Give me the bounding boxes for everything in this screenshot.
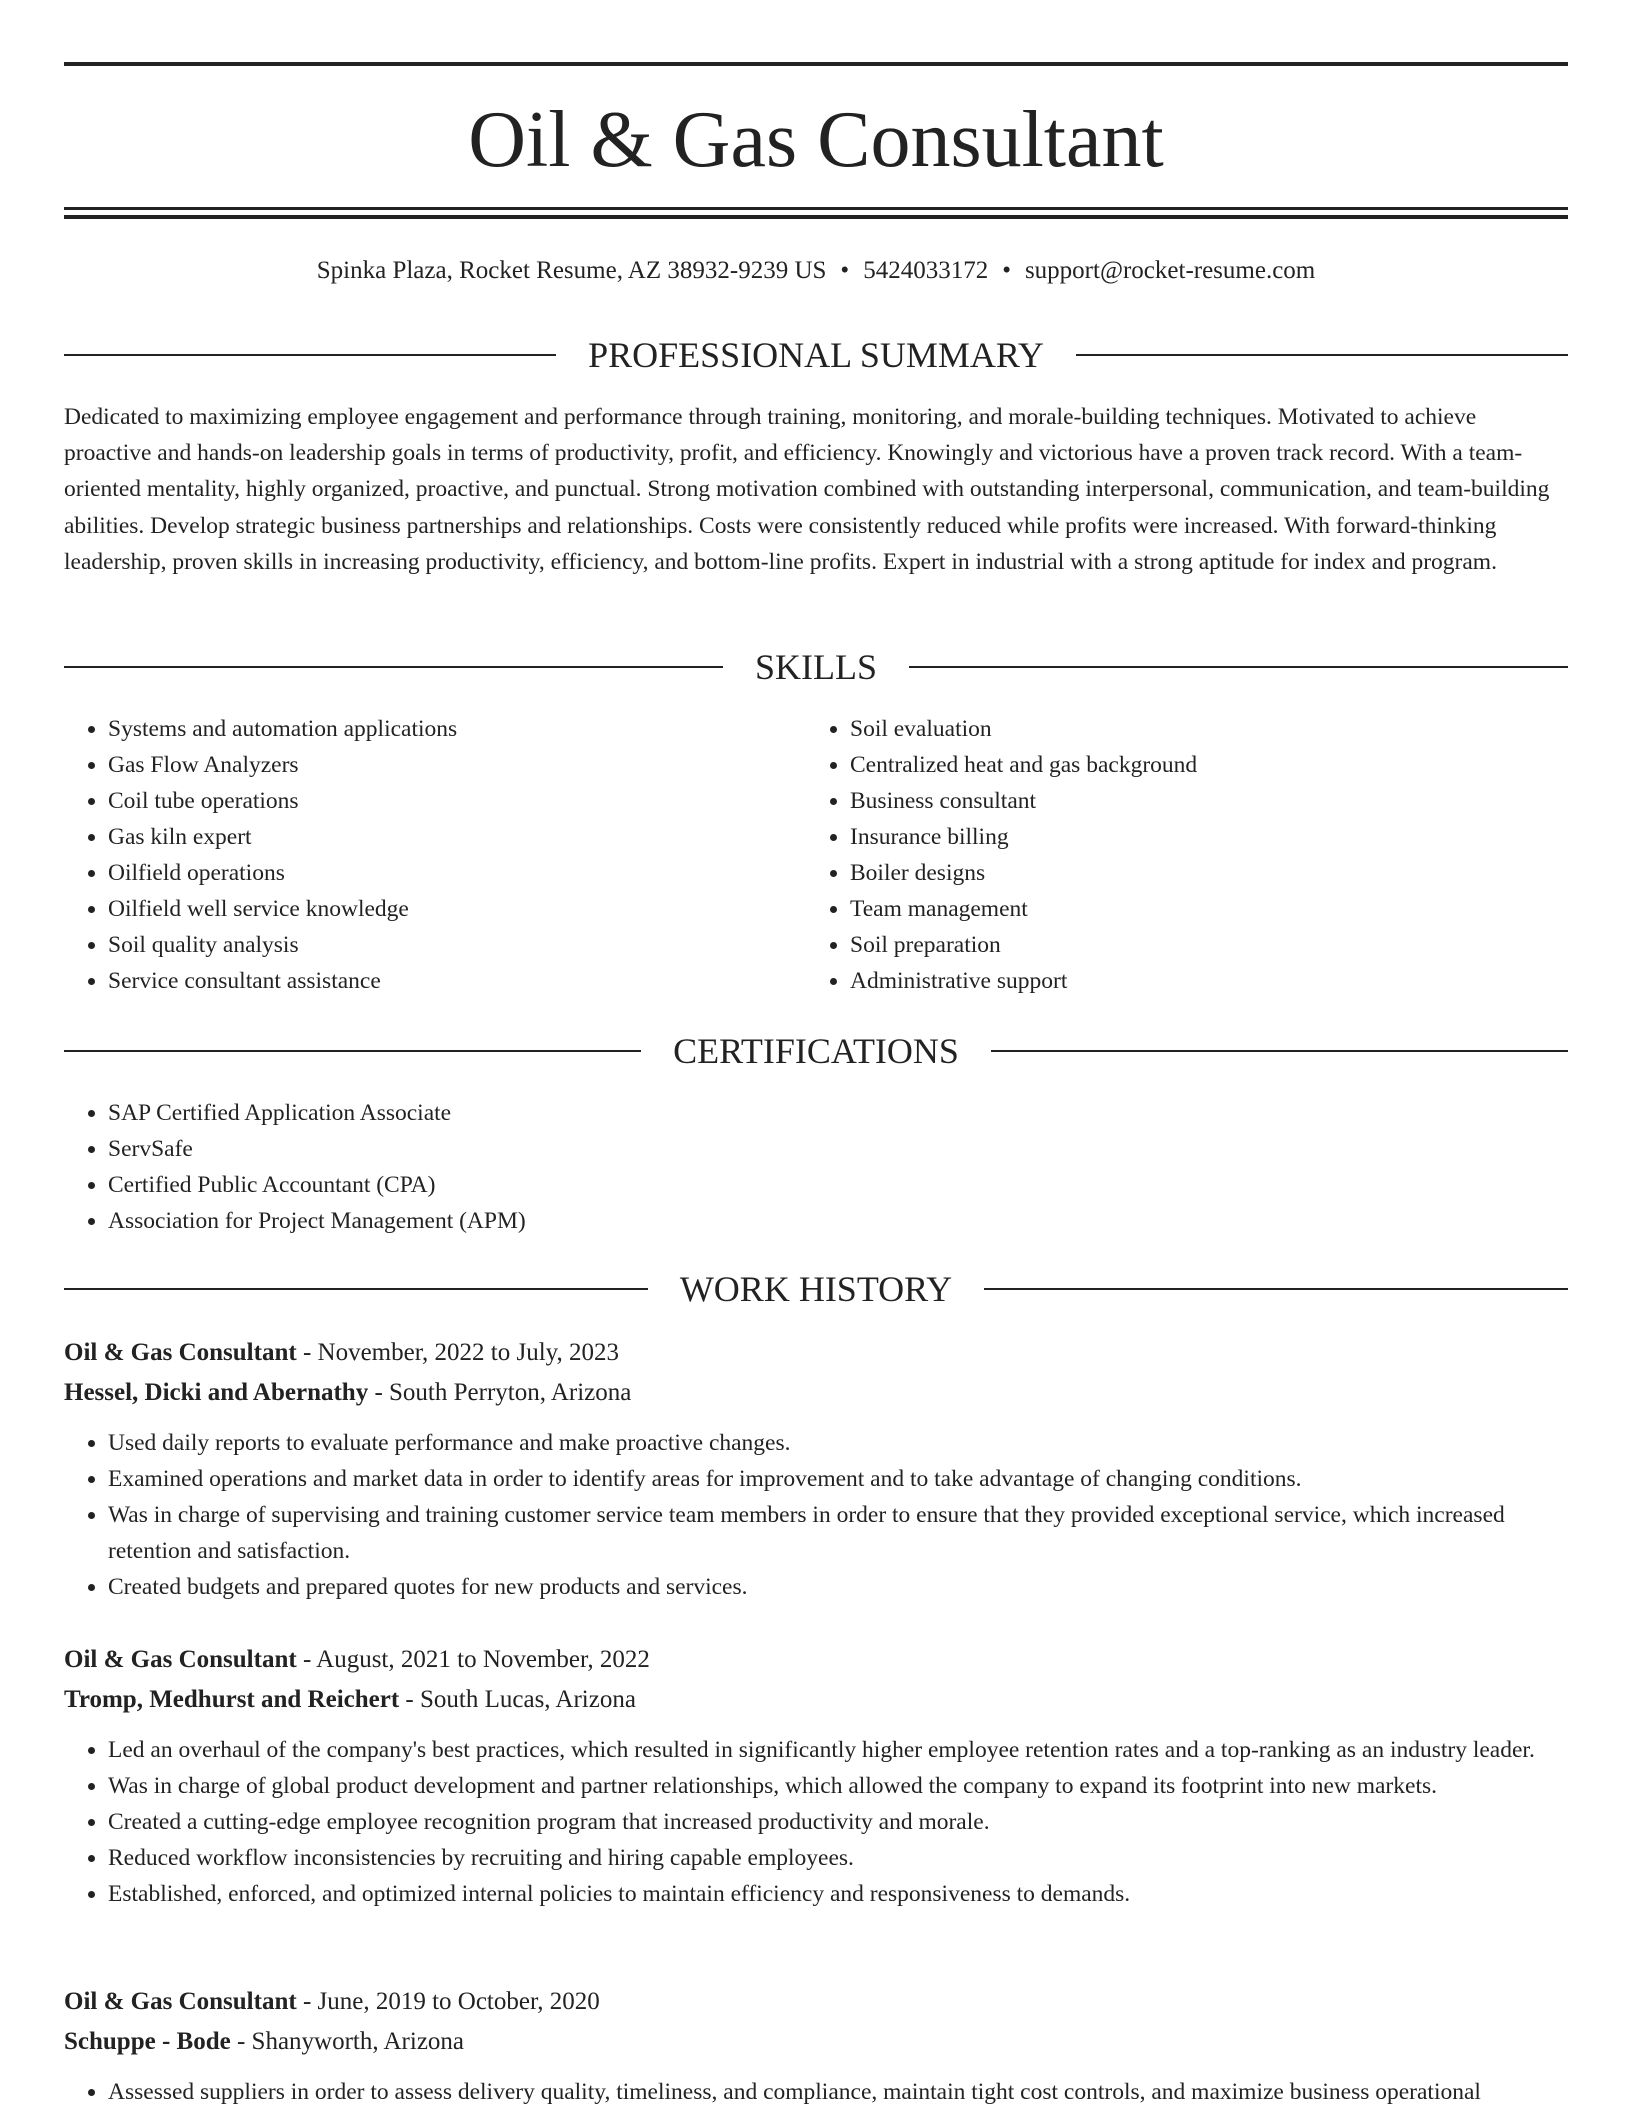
job-company: Tromp, Medhurst and Reichert xyxy=(64,1686,400,1713)
skill-item: • Soil preparation xyxy=(850,927,1566,963)
job-bullet: • Reduced workflow inconsistencies by recruiting and hiring capable employees. xyxy=(108,1840,1568,1876)
section-title-work-history: WORK HISTORY xyxy=(679,1269,953,1309)
skill-item: • Coil tube operations xyxy=(108,783,804,819)
skill-item: • Administrative support xyxy=(850,963,1566,999)
section-rule-right xyxy=(1076,354,1568,356)
skill-item: • Business consultant xyxy=(850,783,1566,819)
job-entry xyxy=(64,1333,1568,1605)
header-top-rule xyxy=(64,62,1568,66)
job-entry xyxy=(64,1982,1568,2110)
job-bullets xyxy=(64,1732,1568,1912)
summary-text: Dedicated to maximizing employee engagement and performance through training, monitoring, and morale-building techniques. Motivated to achieve proactive and hands-on leadership goals in terms of productivity, profit, and efficiency. Knowingly and victorious have a proven track record. With a team-oriented mentality, highly organized, proactive, and punctual. Strong motivation combined with outstanding interpersonal, communication, and team-building abilities. Develop strategic business partnerships and relationships. Costs were consistently reduced while profits were increased. With forward-thinking leadership, proven skills in increasing productivity, efficiency, and bottom-line profits. Expert in industrial with a strong aptitude for index and program. xyxy=(64,404,1550,575)
contact-phone: 5424033172 xyxy=(863,257,989,284)
contact-separator: • xyxy=(1002,257,1011,284)
job-bullet: • Used daily reports to evaluate performance and make proactive changes. xyxy=(108,1425,1568,1461)
job-company-line: Schuppe - Bode - Shanyworth, Arizona xyxy=(64,2028,465,2055)
job-entry xyxy=(64,1640,1568,1912)
certifications-list xyxy=(64,1095,1568,1239)
section-title-skills: SKILLS xyxy=(755,647,878,687)
skills-column-left xyxy=(64,711,804,999)
skill-item: • Boiler designs xyxy=(850,855,1566,891)
job-title-line: Oil & Gas Consultant - June, 2019 to October, 2020 xyxy=(64,1988,600,2015)
section-header-skills xyxy=(64,645,1568,689)
certifications-block xyxy=(64,1095,1568,1239)
job-location: South Perryton, Arizona xyxy=(389,1379,632,1406)
skill-item: • Systems and automation applications xyxy=(108,711,804,747)
job-title-line: Oil & Gas Consultant - November, 2022 to July, 2023 xyxy=(64,1339,620,1366)
job-bullet: • Led an overhaul of the company's best practices, which resulted in significantly higher employee retention rates and a top-ranking as an industry leader. xyxy=(108,1732,1568,1768)
certification-item: • ServSafe xyxy=(108,1131,1568,1167)
certification-item: • SAP Certified Application Associate xyxy=(108,1095,1568,1131)
job-bullets xyxy=(64,2074,1568,2110)
skill-item: • Centralized heat and gas background xyxy=(850,747,1566,783)
job-company-line: Tromp, Medhurst and Reichert - South Lucas, Arizona xyxy=(64,1686,636,1713)
skill-item: • Gas Flow Analyzers xyxy=(108,747,804,783)
section-rule-right xyxy=(909,666,1568,668)
header-double-rule xyxy=(64,207,1568,219)
section-title-summary: PROFESSIONAL SUMMARY xyxy=(588,335,1044,375)
job-bullet: • Examined operations and market data in order to identify areas for improvement and to take advantage of changing conditions. xyxy=(108,1461,1568,1497)
job-location: South Lucas, Arizona xyxy=(420,1686,636,1713)
job-title: Oil & Gas Consultant xyxy=(64,1339,297,1366)
section-rule-left xyxy=(64,354,556,356)
skill-item: • Service consultant assistance xyxy=(108,963,804,999)
job-dates: June, 2019 to October, 2020 xyxy=(317,1988,600,2015)
job-company-line: Hessel, Dicki and Abernathy - South Perryton, Arizona xyxy=(64,1379,632,1406)
job-bullet: • Assessed suppliers in order to assess delivery quality, timeliness, and compliance, maintain tight cost controls, and maximize business operational xyxy=(108,2074,1568,2110)
contact-address: Spinka Plaza, Rocket Resume, AZ 38932-9239 US xyxy=(316,257,827,284)
skills-list-right xyxy=(806,711,1566,999)
section-title-certifications: CERTIFICATIONS xyxy=(673,1031,959,1071)
job-bullet: • Was in charge of supervising and training customer service team members in order to ensure that they provided exceptional service, which increased retention and satisfaction. xyxy=(108,1497,1568,1569)
job-bullets xyxy=(64,1425,1568,1605)
skill-item: • Insurance billing xyxy=(850,819,1566,855)
skills-list-left xyxy=(64,711,804,999)
skill-item: • Gas kiln expert xyxy=(108,819,804,855)
job-title-line: Oil & Gas Consultant - August, 2021 to November, 2022 xyxy=(64,1646,650,1673)
contact-email: support@rocket-resume.com xyxy=(1024,257,1316,284)
job-bullet: • Was in charge of global product development and partner relationships, which allowed the company to expand its footprint into new markets. xyxy=(108,1768,1568,1804)
section-rule-right xyxy=(991,1050,1568,1052)
skill-item: • Soil quality analysis xyxy=(108,927,804,963)
section-rule-left xyxy=(64,1050,641,1052)
section-rule-right xyxy=(984,1288,1568,1290)
job-company: Schuppe - Bode xyxy=(64,2028,231,2055)
resume-name: Oil & Gas Consultant xyxy=(468,96,1164,184)
job-company: Hessel, Dicki and Abernathy xyxy=(64,1379,369,1406)
skills-column-right xyxy=(806,711,1566,999)
section-rule-left xyxy=(64,1288,648,1290)
skill-item: • Soil evaluation xyxy=(850,711,1566,747)
job-title: Oil & Gas Consultant xyxy=(64,1646,297,1673)
job-bullet: • Created a cutting-edge employee recognition program that increased productivity and morale. xyxy=(108,1804,1568,1840)
skill-item: • Oilfield operations xyxy=(108,855,804,891)
section-header-summary xyxy=(64,333,1568,377)
section-rule-left xyxy=(64,666,723,668)
job-location: Shanyworth, Arizona xyxy=(251,2028,465,2055)
section-header-work-history xyxy=(64,1267,1568,1311)
certification-item: • Association for Project Management (APM) xyxy=(108,1203,1568,1239)
contact-separator: • xyxy=(840,257,850,284)
job-dates: November, 2022 to July, 2023 xyxy=(317,1339,620,1366)
job-title: Oil & Gas Consultant xyxy=(64,1988,297,2015)
job-bullet: • Created budgets and prepared quotes for new products and services. xyxy=(108,1569,1568,1605)
job-bullet: • Established, enforced, and optimized internal policies to maintain efficiency and responsiveness to demands. xyxy=(108,1876,1568,1912)
skill-item: • Team management xyxy=(850,891,1566,927)
contact-line xyxy=(64,254,1568,288)
section-header-certifications xyxy=(64,1029,1568,1073)
job-dates: August, 2021 to November, 2022 xyxy=(316,1646,650,1673)
certification-item: • Certified Public Accountant (CPA) xyxy=(108,1167,1568,1203)
skill-item: • Oilfield well service knowledge xyxy=(108,891,804,927)
